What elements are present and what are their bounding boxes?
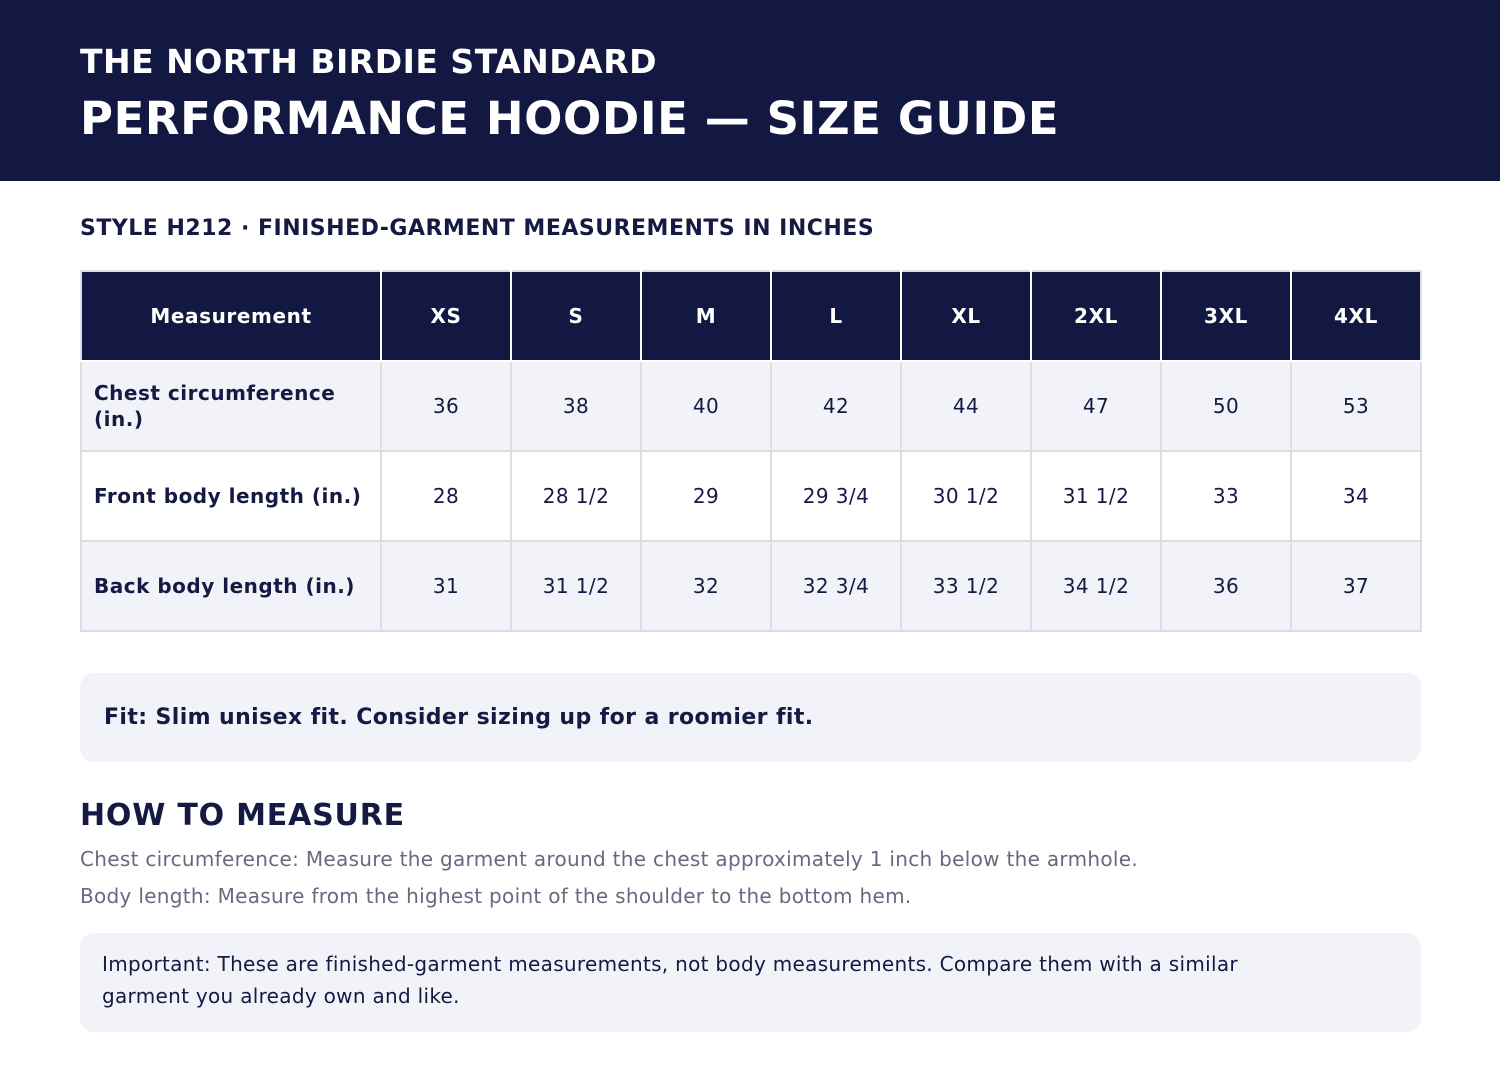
header-banner (0, 0, 1500, 181)
table-cell: 33 1/2 (901, 541, 1031, 631)
table-cell: 28 1/2 (511, 451, 641, 541)
column-header-3xl: 3XL (1161, 271, 1291, 361)
column-header-s: S (511, 271, 641, 361)
table-cell: 31 (381, 541, 511, 631)
table-cell: 36 (1161, 541, 1291, 631)
table-cell: 37 (1291, 541, 1421, 631)
table-cell: 36 (381, 361, 511, 451)
column-header-xl: XL (901, 271, 1031, 361)
fit-note: Fit: Slim unisex fit. Consider sizing up for a roomier fit. (80, 673, 1421, 762)
style-subtitle: STYLE H212 · FINISHED-GARMENT MEASUREMENTS IN INCHES (80, 216, 875, 241)
table-cell: 31 1/2 (511, 541, 641, 631)
table-cell: 42 (771, 361, 901, 451)
row-label: Chest circumference (in.) (81, 361, 381, 451)
column-header-4xl: 4XL (1291, 271, 1421, 361)
table-row-back-length (81, 541, 1421, 631)
table-cell: 32 3/4 (771, 541, 901, 631)
table-row-chest (81, 361, 1421, 451)
page-title: PERFORMANCE HOODIE — SIZE GUIDE (80, 92, 1060, 145)
table-cell: 30 1/2 (901, 451, 1031, 541)
table-cell: 34 1/2 (1031, 541, 1161, 631)
how-to-measure-chest: Chest circumference: Measure the garment around the chest approximately 1 inch below the armhole. (80, 847, 1138, 871)
table-cell: 28 (381, 451, 511, 541)
table-header-row (81, 271, 1421, 361)
table-row-front-length (81, 451, 1421, 541)
column-header-xs: XS (381, 271, 511, 361)
table-cell: 38 (511, 361, 641, 451)
table-cell: 33 (1161, 451, 1291, 541)
column-header-m: M (641, 271, 771, 361)
table-cell: 32 (641, 541, 771, 631)
table-cell: 44 (901, 361, 1031, 451)
column-header-l: L (771, 271, 901, 361)
important-note: Important: These are finished-garment measurements, not body measurements. Compare them with a similar garment you already own and like. (80, 933, 1421, 1032)
table-cell: 29 (641, 451, 771, 541)
table-cell: 40 (641, 361, 771, 451)
table-cell: 31 1/2 (1031, 451, 1161, 541)
table-cell: 29 3/4 (771, 451, 901, 541)
table-cell: 53 (1291, 361, 1421, 451)
row-label: Back body length (in.) (81, 541, 381, 631)
how-to-measure-heading: HOW TO MEASURE (80, 798, 405, 833)
table-cell: 34 (1291, 451, 1421, 541)
column-header-measurement: Measurement (81, 271, 381, 361)
how-to-measure-length: Body length: Measure from the highest point of the shoulder to the bottom hem. (80, 884, 912, 908)
size-table (80, 270, 1422, 632)
column-header-2xl: 2XL (1031, 271, 1161, 361)
brand-name: THE NORTH BIRDIE STANDARD (80, 42, 658, 81)
row-label: Front body length (in.) (81, 451, 381, 541)
table-cell: 50 (1161, 361, 1291, 451)
table-cell: 47 (1031, 361, 1161, 451)
